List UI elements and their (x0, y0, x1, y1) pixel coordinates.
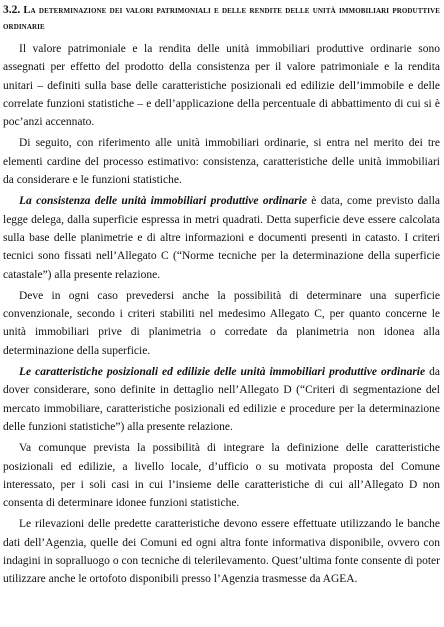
paragraph-lead: Le caratteristiche posizionali ed edilizie delle unità immobiliari produttive ordinarie (19, 366, 426, 379)
paragraph (3, 40, 440, 131)
paragraph (3, 287, 440, 360)
paragraph (3, 134, 440, 189)
section-title: La determinazione dei valori patrimoniali e delle rendite delle unità immobiliari produttive ordinarie (3, 5, 440, 32)
section-number: 3.2. (3, 4, 21, 16)
paragraph-text: Il valore patrimoniale e la rendita delle unità immobiliari produttive ordinarie sono assegnati per effetto del prodotto della consistenza per il valore patrimoniale e la rendita unitari – definiti sulla base delle caratteristiche posizionali ed edilizie dell’immobile e delle correlate funzioni statistiche – e dell’applicazione della percentuale di abbattimento di cui si è poc’anzi accennato. (3, 43, 440, 129)
paragraph-text: Deve in ogni caso prevedersi anche la possibilità di determinare una superficie convenzionale, secondo i criteri stabiliti nel medesimo Allegato C, per quanto concerne le unità immobiliari prive di planimetria o corredate da planimetria non idonea alla determinazione della superficie. (3, 289, 440, 357)
paragraph-text: Di seguito, con riferimento alle unità immobiliari ordinarie, si entra nel merito dei tre elementi cardine del processo estimativo: consistenza, caratteristiche delle unità immobiliari da considerare e le funzioni statistiche. (3, 137, 440, 187)
paragraph (3, 363, 440, 436)
paragraph (3, 515, 440, 588)
paragraph-lead: La consistenza delle unità immobiliari produttive ordinarie (19, 195, 307, 208)
paragraph (3, 192, 440, 283)
section-heading (3, 2, 440, 35)
paragraph-text: è data, come previsto dalla legge delega, dalla superficie espressa in metri quadrati. Detta superficie deve essere calcolata sulla base delle planimetrie e di altre informazioni e documenti presenti in catasto. I criteri tecnici sono fissati nell’Allegato C (“Norme tecniche per la determinazione della superficie catastale”) alla presente relazione. (3, 195, 441, 281)
paragraph-text: Va comunque prevista la possibilità di integrare la definizione delle caratteristiche posizionali ed edilizie, a livello locale, d’ufficio o su motivata proposta del Comune interessato, per i soli casi in cui l’insieme delle caratteristiche di cui all’Allegato D non consenta di determinare idonee funzioni statistiche. (3, 442, 440, 510)
paragraph (3, 439, 440, 512)
paragraph-text: Le rilevazioni delle predette caratteristiche devono essere effettuate utilizzando le banche dati dell’Agenzia, quelle dei Comuni ed ogni altra fonte informativa disponibile, ovvero con indagini in sopralluogo o con tecniche di telerilevamento. Quest’ultima fonte consente di poter utilizzare anche le ortofoto disponibili presso l’Agenzia trasmesse da AGEA. (3, 518, 440, 586)
paragraph-text: da dover considerare, sono definite in dettaglio nell’Allegato D (“Criteri di segmentazione del mercato immobiliare, caratteristiche posizionali ed edilizie e procedure per la determinazione delle funzioni statistiche”) alla presente relazione. (3, 366, 441, 433)
